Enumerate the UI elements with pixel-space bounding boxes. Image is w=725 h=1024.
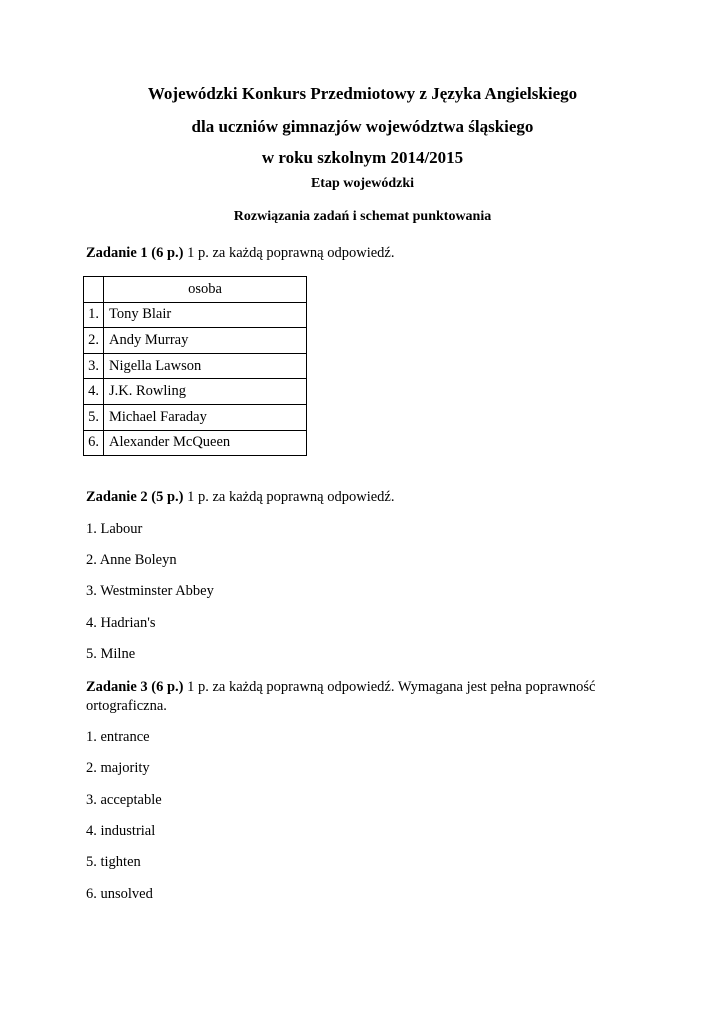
task3-answer: 3. acceptable	[86, 792, 162, 808]
task1-heading	[86, 244, 646, 263]
task3-answer: 2. majority	[86, 760, 150, 776]
table-row	[84, 404, 307, 430]
person-name: Alexander McQueen	[104, 430, 307, 456]
task3-answer: 5. tighten	[86, 854, 141, 870]
row-number: 6.	[84, 430, 104, 456]
table-row	[84, 328, 307, 354]
task3-heading	[86, 678, 646, 716]
person-name: Andy Murray	[104, 328, 307, 354]
task2-answer: 5. Milne	[86, 646, 136, 662]
task2-answer: 4. Hadrian's	[86, 615, 156, 631]
table-header-cell: osoba	[104, 277, 307, 303]
task2-note: 1 p. za każdą poprawną odpowiedź.	[183, 489, 395, 505]
task1-note: 1 p. za każdą poprawną odpowiedź.	[183, 245, 395, 261]
task3-answer: 6. unsolved	[86, 886, 153, 902]
task2-answer: 3. Westminster Abbey	[86, 583, 214, 599]
person-name: Nigella Lawson	[104, 353, 307, 379]
row-number: 3.	[84, 353, 104, 379]
task1-answer-table	[83, 276, 307, 456]
task3-title: Zadanie 3 (6 p.)	[86, 679, 184, 695]
task3-answer: 4. industrial	[86, 823, 156, 839]
task2-title: Zadanie 2 (5 p.)	[86, 489, 184, 505]
person-name: Tony Blair	[104, 302, 307, 328]
contest-audience: dla uczniów gimnazjów województwa śląskiego	[191, 117, 534, 136]
school-year: w roku szkolnym 2014/2015	[261, 148, 464, 167]
table-row	[84, 353, 307, 379]
document-subtitle: Rozwiązania zadań i schemat punktowania	[233, 209, 492, 224]
table-row	[84, 430, 307, 456]
table-row	[84, 379, 307, 405]
task2-answer: 1. Labour	[86, 521, 143, 537]
row-number: 2.	[84, 328, 104, 354]
person-name: J.K. Rowling	[104, 379, 307, 405]
row-number: 4.	[84, 379, 104, 405]
contest-title: Wojewódzki Konkurs Przedmiotowy z Języka Angielskiego	[147, 84, 578, 103]
row-number: 1.	[84, 302, 104, 328]
task3-note: 1 p. za każdą poprawną odpowiedź. Wymagana jest pełna poprawność ortograficzna.	[86, 679, 596, 714]
stage-label: Etap wojewódzki	[310, 176, 415, 191]
person-name: Michael Faraday	[104, 404, 307, 430]
row-number: 5.	[84, 404, 104, 430]
task1-title: Zadanie 1 (6 p.)	[86, 245, 184, 261]
task2-heading	[86, 488, 646, 507]
table-row	[84, 302, 307, 328]
table-header-number-cell	[84, 277, 104, 303]
table-header-row	[84, 277, 307, 303]
task3-answer: 1. entrance	[86, 729, 150, 745]
task2-answer: 2. Anne Boleyn	[86, 552, 177, 568]
